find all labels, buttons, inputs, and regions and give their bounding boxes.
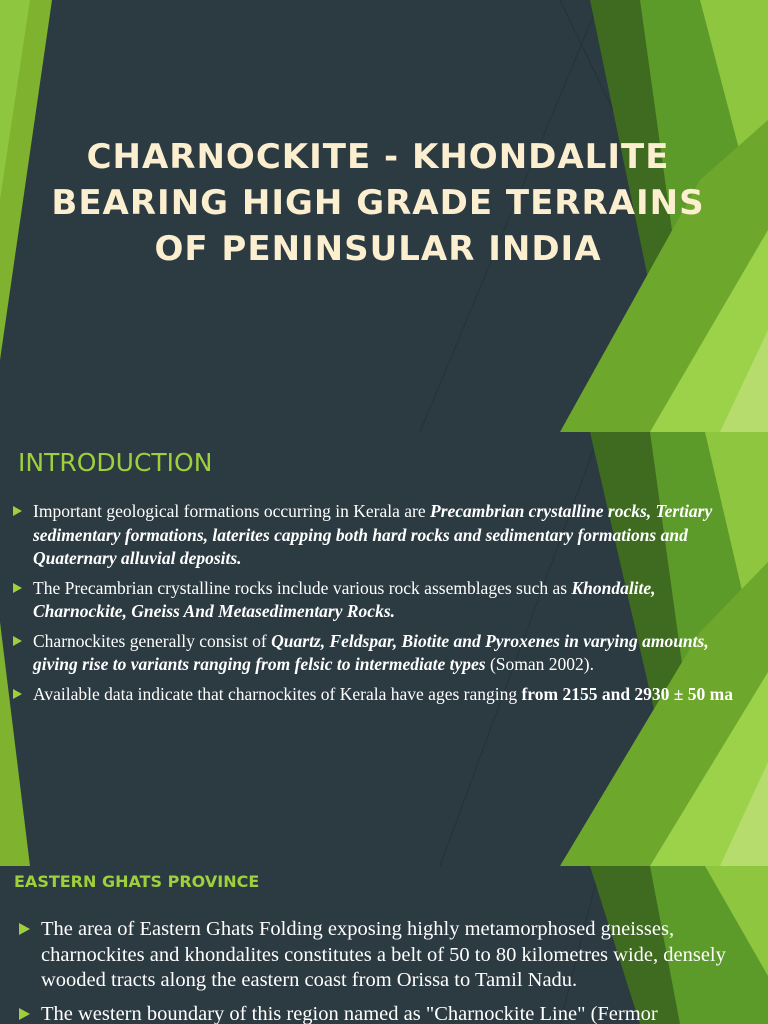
bullet-text: Important geological formations occurring in Kerala are xyxy=(33,501,430,521)
title-slide xyxy=(0,0,768,432)
list-item xyxy=(12,683,736,707)
bullet-emphasis: Khondalite, Charnockite, Gneiss And Metasedimentary Rocks. xyxy=(33,577,656,621)
bullet-emphasis: Quartz, Feldspar, Biotite and Pyroxenes in varying amounts, giving rise to variants ranging from felsic to intermediate types xyxy=(33,630,709,674)
bullet-arrow-icon xyxy=(19,1008,30,1020)
slide-title xyxy=(10,134,746,272)
introduction-bullet-list xyxy=(12,500,736,712)
bullet-arrow-icon xyxy=(13,689,22,699)
bullet-arrow-icon xyxy=(13,506,22,516)
bullet-emphasis: Precambrian crystalline rocks, Tertiary sedimentary formations, laterites capping both hard rocks and sedimentary formations and Quaternary alluvial deposits. xyxy=(33,501,713,568)
eastern-ghats-bullet-list xyxy=(18,917,748,1024)
list-item xyxy=(12,630,736,677)
title-line-3: OF PENINSULAR INDIA xyxy=(154,229,602,269)
bullet-text: Charnockites generally consist of xyxy=(33,630,272,651)
bullet-arrow-icon xyxy=(13,583,22,593)
bullet-text: Available data indicate that charnockites of Kerala have ages ranging xyxy=(33,683,522,704)
bullet-arrow-icon xyxy=(19,923,30,935)
bullet-citation: (Soman 2002). xyxy=(485,654,594,674)
bullet-text: The western boundary of this region named as "Charnockite Line" (Fermor xyxy=(41,1002,658,1024)
eastern-ghats-heading: EASTERN GHATS PROVINCE xyxy=(14,872,260,891)
title-line-2: BEARING HIGH GRADE TERRAINS xyxy=(51,183,705,223)
bullet-text: The area of Eastern Ghats Folding exposing highly metamorphosed gneisses, charnockites and khondalites constitutes a belt of 50 to 80 kilometres wide, densely wooded tracts along the eastern coast from Orissa to Tamil Nadu. xyxy=(41,918,726,991)
bullet-text: The Precambrian crystalline rocks include various rock assemblages such as xyxy=(33,577,572,598)
list-item xyxy=(12,500,736,571)
list-item xyxy=(18,1002,748,1024)
introduction-heading: INTRODUCTION xyxy=(18,448,213,477)
bullet-arrow-icon xyxy=(13,636,22,646)
title-line-1: CHARNOCKITE - KHONDALITE xyxy=(86,137,670,177)
list-item xyxy=(18,917,748,994)
bullet-emphasis: from 2155 and 2930 ± 50 ma xyxy=(521,683,733,704)
list-item xyxy=(12,577,736,624)
